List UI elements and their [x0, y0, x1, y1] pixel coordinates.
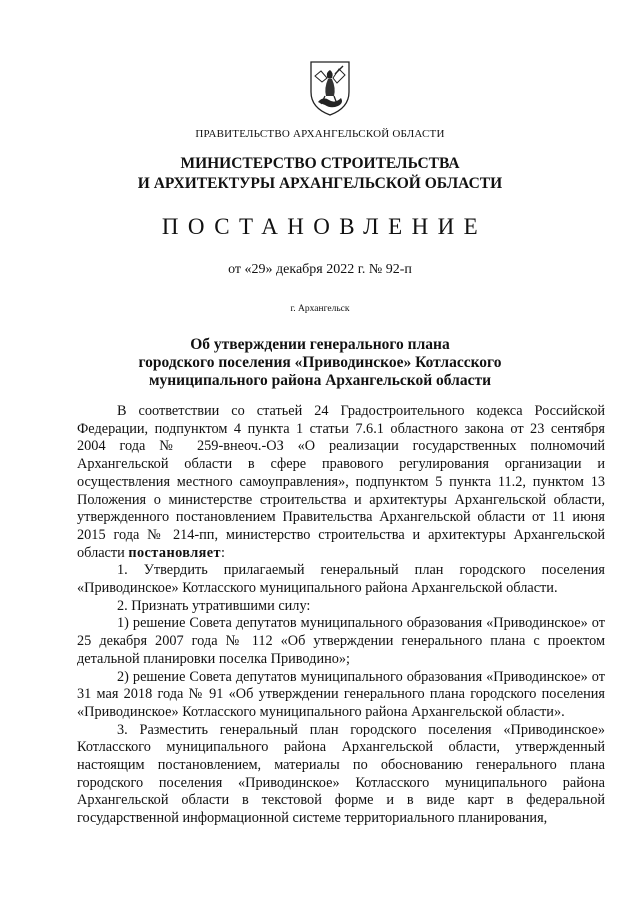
document-body: [77, 403, 605, 828]
item-2-1: 1) решение Совета депутатов муниципального образования «Приводинское» от 25 декабря 2007 года № 112 «Об утверждении генерального плана с проектом детальной планировки поселка Приводино»;: [77, 615, 605, 667]
document-title-line2: городского поселения «Приводинское» Котласского: [138, 354, 502, 371]
document-date-number: от «29» декабря 2022 г. № 92-п: [228, 262, 412, 277]
document-type: ПОСТАНОВЛЕНИЕ: [161, 214, 488, 239]
preamble-paragraph: [77, 403, 605, 562]
resolves-keyword: постановляет: [128, 544, 221, 561]
coat-of-arms-emblem-icon: [307, 58, 353, 118]
item-2-2: 2) решение Совета депутатов муниципального образования «Приводинское» от 31 мая 2018 года № 91 «Об утверждении генерального плана городского поселения «Приводинское» Котласского муниципального района Архангельской области».: [77, 668, 605, 720]
preamble-text: В соответствии со статьей 24 Градостроительного кодекса Российской Федерации, подпунктом 4 пункта 1 статьи 7.6.1 областного закона от 23 сентября 2004 года № 259-внеоч.-ОЗ «О реализации государственных полномочий Архангельской области в сфере правового регулирования организации и осуществления местного самоуправления», подпунктом 5 пункта 11.2, пунктом 13 Положения о министерстве строительства и архитектуры Архангельской области, утвержденного постановлением Правительства Архангельской области от 11 июня 2015 года № 214-пп, министерство строительства и архитектуры Архангельской области: [77, 403, 605, 561]
item-3: 3. Разместить генеральный план городского поселения «Приводинское» Котласского муниципального района Архангельской области, утвержденный настоящим постановлением, материалы по обоснованию генерального плана городского поселения «Приводинское» Котласского муниципального района Архангельской области в текстовой форме и в виде карт в федеральной государственной информационной системе территориального планирования,: [77, 721, 605, 827]
document-title-line1: Об утверждении генерального плана: [190, 336, 450, 353]
document-city: г. Архангельск: [290, 304, 350, 314]
document-title-line3: муниципального района Архангельской области: [148, 372, 492, 389]
item-2: 2. Признать утратившими силу:: [117, 597, 311, 614]
item-1: 1. Утвердить прилагаемый генеральный план городского поселения «Приводинское» Котласского муниципального района Архангельской области.: [77, 562, 605, 597]
government-name: ПРАВИТЕЛЬСТВО АРХАНГЕЛЬСКОЙ ОБЛАСТИ: [195, 128, 445, 140]
resolves-colon: :: [220, 544, 225, 561]
ministry-name-line2: И АРХИТЕКТУРЫ АРХАНГЕЛЬСКОЙ ОБЛАСТИ: [137, 175, 503, 192]
ministry-name-line1: МИНИСТЕРСТВО СТРОИТЕЛЬСТВА: [180, 155, 460, 172]
